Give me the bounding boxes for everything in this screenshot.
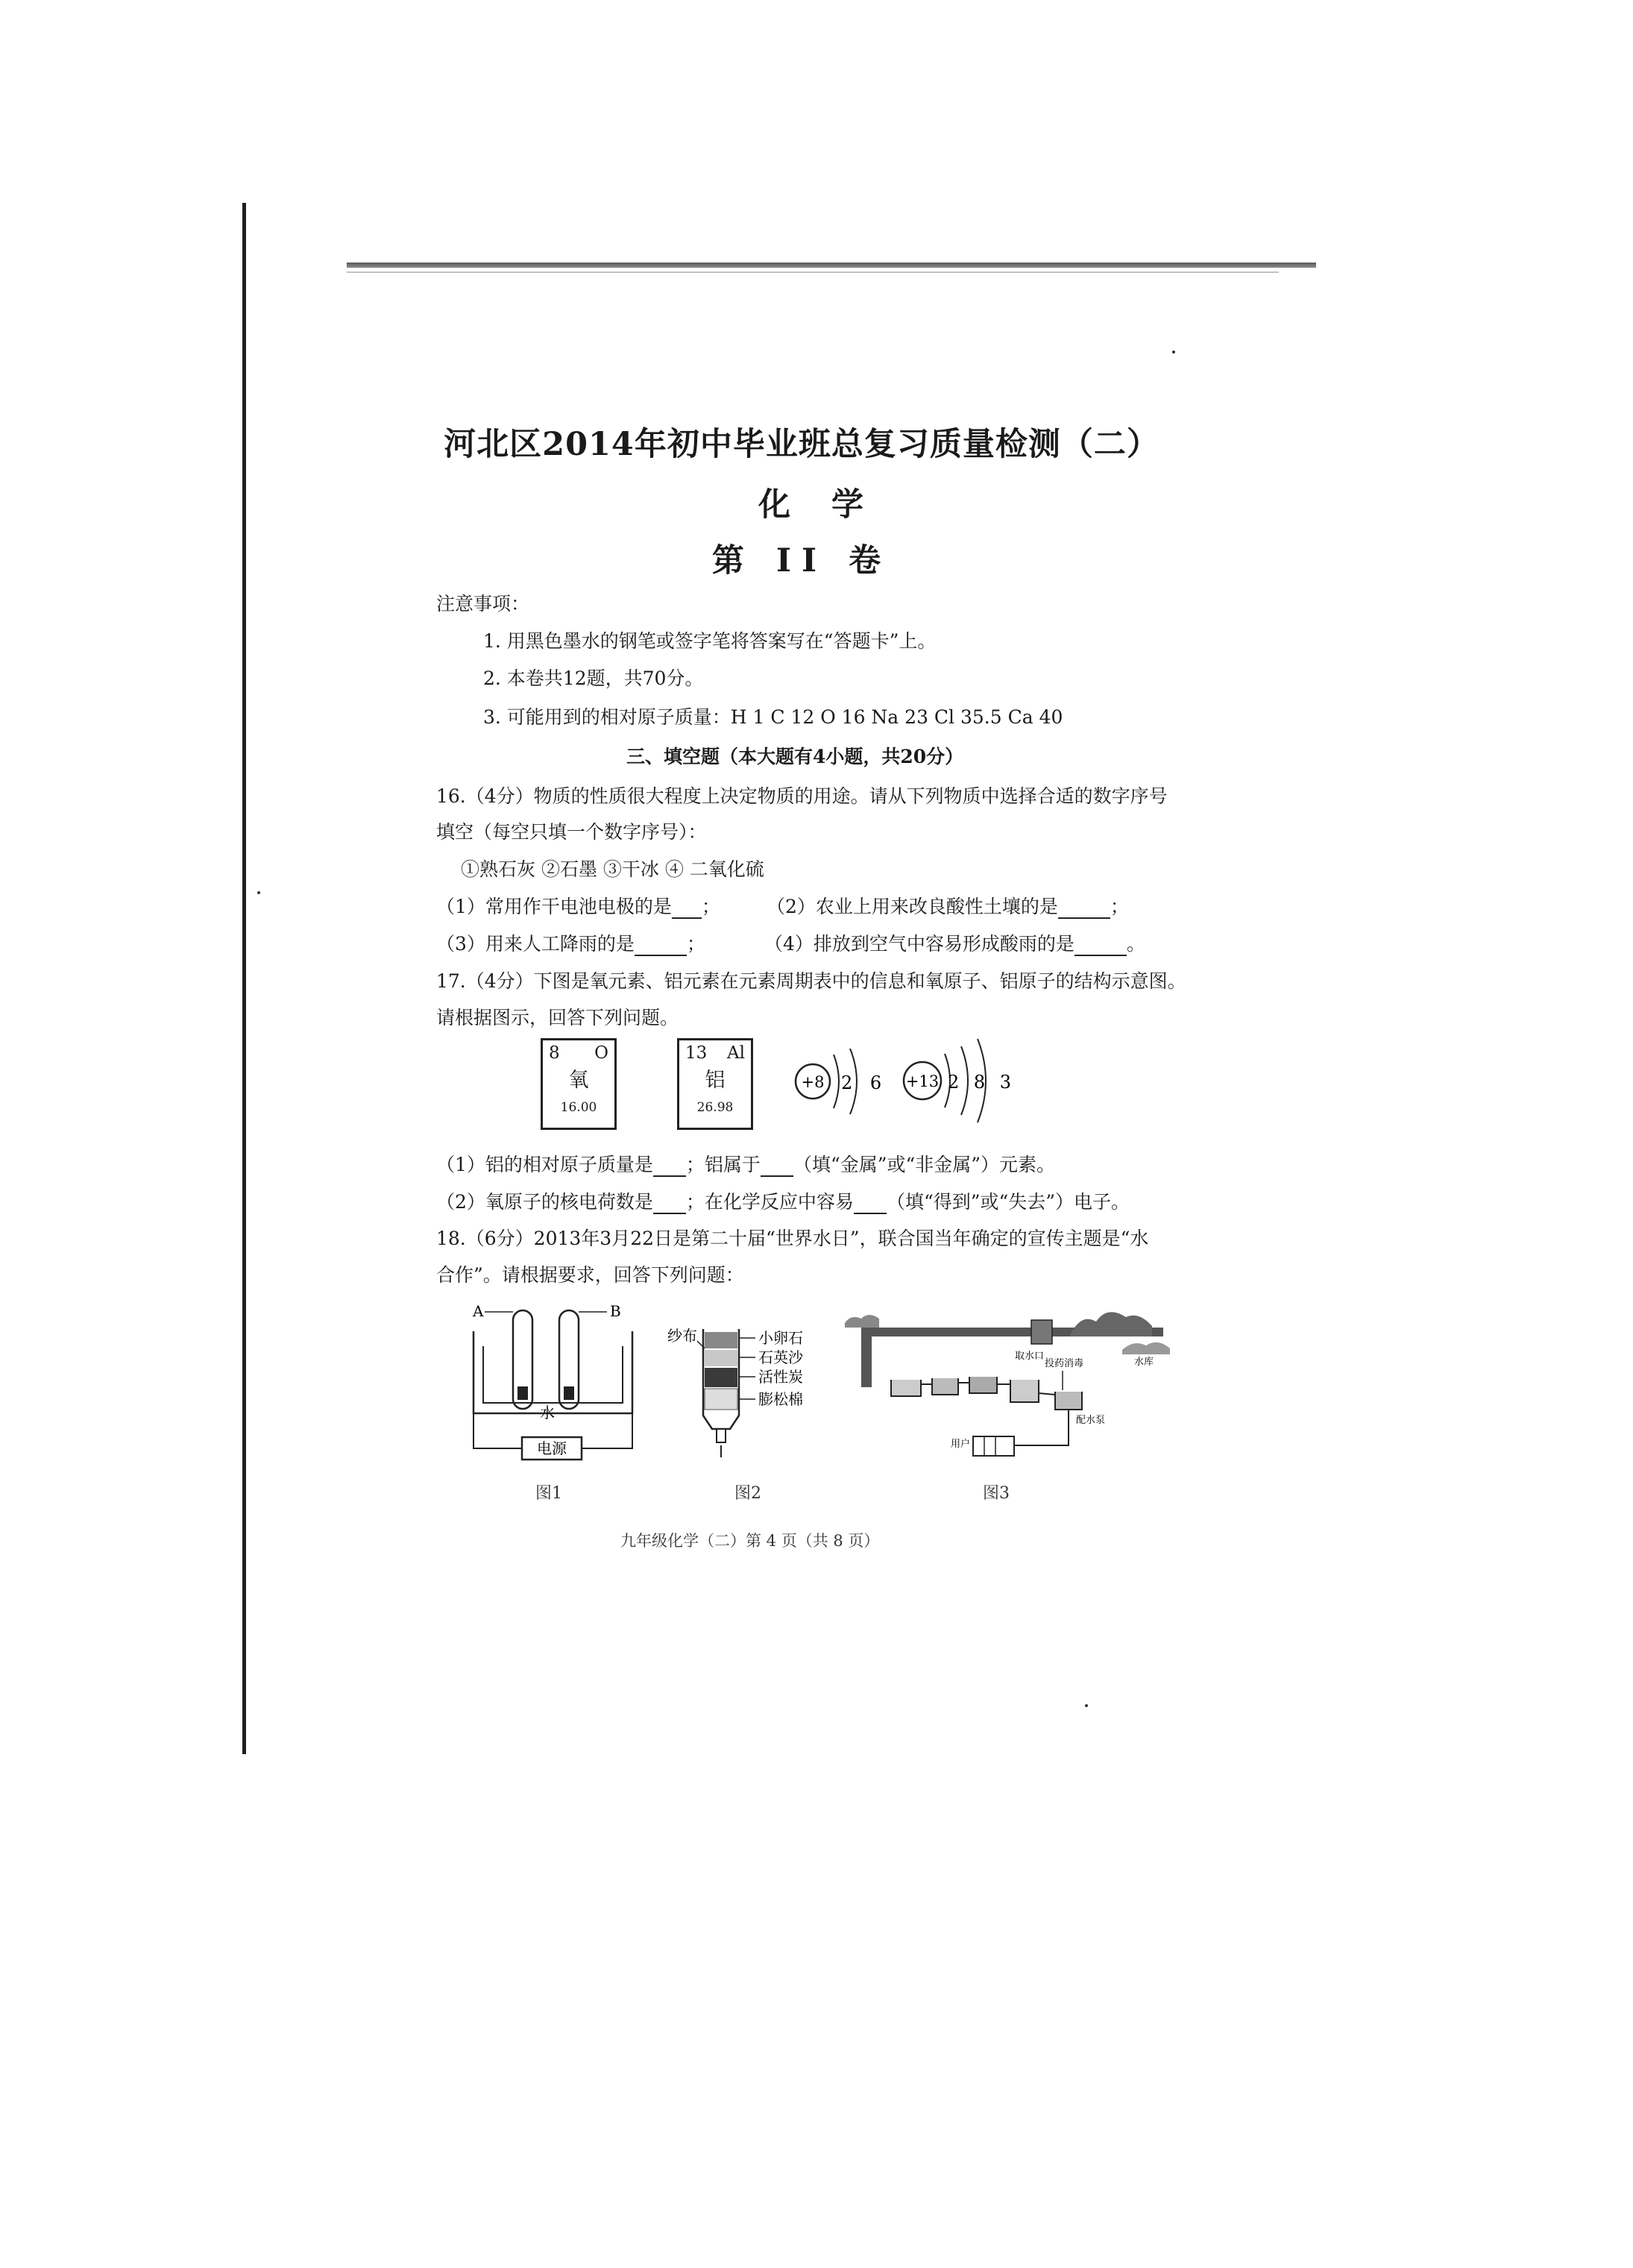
q17-sub2-a: （2）氧原子的核电荷数是 — [436, 1191, 653, 1213]
q17-stem-1: 17.（4分）下图是氧元素、铝元素在元素周期表中的信息和氧原子、铝原子的结构示意图。 — [436, 970, 1186, 992]
fig2-cloth: 纱布 — [667, 1327, 697, 1345]
q17-sub1-b: ；铝属于 — [685, 1154, 761, 1175]
fig1-label-b: B — [610, 1302, 621, 1320]
fig2-layer-4: 膨松棉 — [758, 1390, 803, 1408]
subject-title: 化学 — [758, 486, 904, 524]
aluminum-element-card — [677, 1038, 753, 1130]
q18-stem-2: 合作”。请根据要求，回答下列问题： — [436, 1264, 744, 1286]
figure-1-electrolysis — [470, 1301, 645, 1469]
q16-sub4 — [764, 929, 1145, 956]
oxygen-number: 8 — [549, 1043, 560, 1063]
fig2-layer-2: 石英沙 — [758, 1348, 803, 1366]
page-footer: 九年级化学（二）第 4 页（共 8 页） — [620, 1532, 880, 1550]
aluminum-shells: 2 8 3 — [948, 1072, 1016, 1093]
q18-stem-1: 18.（6分）2013年3月22日是第二十届“世界水日”，联合国当年确定的宣传主题是“水 — [436, 1228, 1149, 1249]
note-item-2: 2. 本卷共12题，共70分。 — [483, 667, 704, 689]
q17-sub2-b: ；在化学反应中容易 — [685, 1191, 854, 1213]
q17-sub1-c: （填“金属”或“非金属”）元素。 — [793, 1154, 1056, 1175]
q16-sub2-text: （2）农业上用来改良酸性土壤的是 — [767, 896, 1058, 917]
q16-sub1-text: （1）常用作干电池电极的是 — [436, 896, 672, 917]
aluminum-symbol: Al — [727, 1043, 745, 1063]
section-title: 三、填空题（本大题有4小题，共20分） — [626, 746, 964, 767]
q17-sub1-a: （1）铝的相对原子质量是 — [436, 1154, 653, 1175]
answer-blank[interactable] — [653, 1195, 686, 1214]
q16-sub3-text: （3）用来人工降雨的是 — [436, 933, 635, 955]
header-rule — [347, 263, 1316, 268]
aluminum-nucleus: +13 — [905, 1072, 940, 1090]
fig3-caption: 图3 — [983, 1484, 1010, 1503]
q16-sub3 — [436, 929, 705, 956]
scan-speck — [1085, 1704, 1088, 1707]
aluminum-atom-diagram — [899, 1033, 1016, 1126]
aluminum-name: 铝 — [705, 1068, 726, 1092]
oxygen-symbol: O — [594, 1043, 608, 1063]
q16-sub1-end: ； — [701, 896, 720, 917]
answer-blank[interactable] — [1074, 937, 1127, 956]
q16-sub3-end: ； — [686, 933, 705, 955]
fig3-reservoir: 水库 — [1134, 1357, 1154, 1368]
q16-sub1 — [436, 892, 720, 919]
fig3-intake: 取水口 — [1015, 1351, 1045, 1362]
oxygen-name: 氧 — [568, 1068, 589, 1092]
q16-sub4-text: （4）排放到空气中容易形成酸雨的是 — [764, 933, 1074, 955]
q16-sub4-end: 。 — [1126, 933, 1145, 955]
fig1-label-a: A — [473, 1302, 484, 1320]
notes-heading: 注意事项： — [436, 593, 530, 615]
oxygen-mass: 16.00 — [560, 1099, 597, 1115]
volume-title: 第 II 卷 — [711, 542, 892, 579]
fig2-layer-3: 活性炭 — [758, 1368, 803, 1386]
figure-3-water-plant — [839, 1298, 1189, 1469]
q16-sub2 — [767, 892, 1129, 919]
answer-blank[interactable] — [761, 1157, 793, 1177]
aluminum-mass: 26.98 — [696, 1099, 734, 1115]
fig3-user: 用户 — [951, 1439, 971, 1450]
scan-speck — [257, 891, 260, 894]
answer-blank[interactable] — [854, 1195, 887, 1214]
q16-options: ①熟石灰 ②石墨 ③干冰 ④ 二氧化硫 — [461, 858, 764, 880]
oxygen-element-card — [541, 1038, 617, 1130]
q16-sub2-end: ； — [1110, 896, 1129, 917]
scan-speck — [1172, 351, 1175, 354]
q17-sub2-c: （填“得到”或“失去”）电子。 — [886, 1191, 1130, 1213]
figure-2-filter — [667, 1326, 831, 1468]
q16-stem-2: 填空（每空只填一个数字序号）： — [436, 821, 707, 843]
note-item-1: 1. 用黑色墨水的钢笔或签字笔将答案写在“答题卡”上。 — [483, 630, 937, 652]
answer-blank[interactable] — [653, 1157, 686, 1177]
fig2-caption: 图2 — [734, 1484, 761, 1503]
exam-title: 河北区2014年初中毕业班总复习质量检测（二） — [444, 426, 1160, 463]
answer-blank[interactable] — [672, 899, 702, 919]
answer-blank[interactable] — [1058, 899, 1110, 919]
oxygen-shells: 2 6 — [841, 1072, 888, 1093]
fig2-layer-1: 小卵石 — [758, 1329, 803, 1347]
fig3-disinfect: 投药消毒 — [1045, 1358, 1084, 1369]
q17-sub2 — [436, 1187, 1130, 1214]
fig3-pump: 配水泵 — [1076, 1415, 1106, 1426]
answer-blank[interactable] — [635, 937, 687, 956]
note-item-3: 3. 可能用到的相对原子质量：H 1 C 12 O 16 Na 23 Cl 35.5 Ca 40 — [483, 706, 1063, 728]
q17-stem-2: 请根据图示，回答下列问题。 — [436, 1007, 679, 1028]
q16-stem-1: 16.（4分）物质的性质很大程度上决定物质的用途。请从下列物质中选择合适的数字序号 — [436, 785, 1168, 807]
oxygen-atom-diagram — [790, 1038, 888, 1124]
fig1-power: 电源 — [537, 1439, 567, 1457]
fig1-water: 水 — [540, 1404, 555, 1422]
oxygen-nucleus: +8 — [801, 1073, 825, 1091]
fig1-caption: 图1 — [535, 1484, 562, 1503]
aluminum-number: 13 — [685, 1043, 708, 1063]
q17-sub1 — [436, 1150, 1055, 1177]
header-rule-thin — [347, 271, 1279, 273]
